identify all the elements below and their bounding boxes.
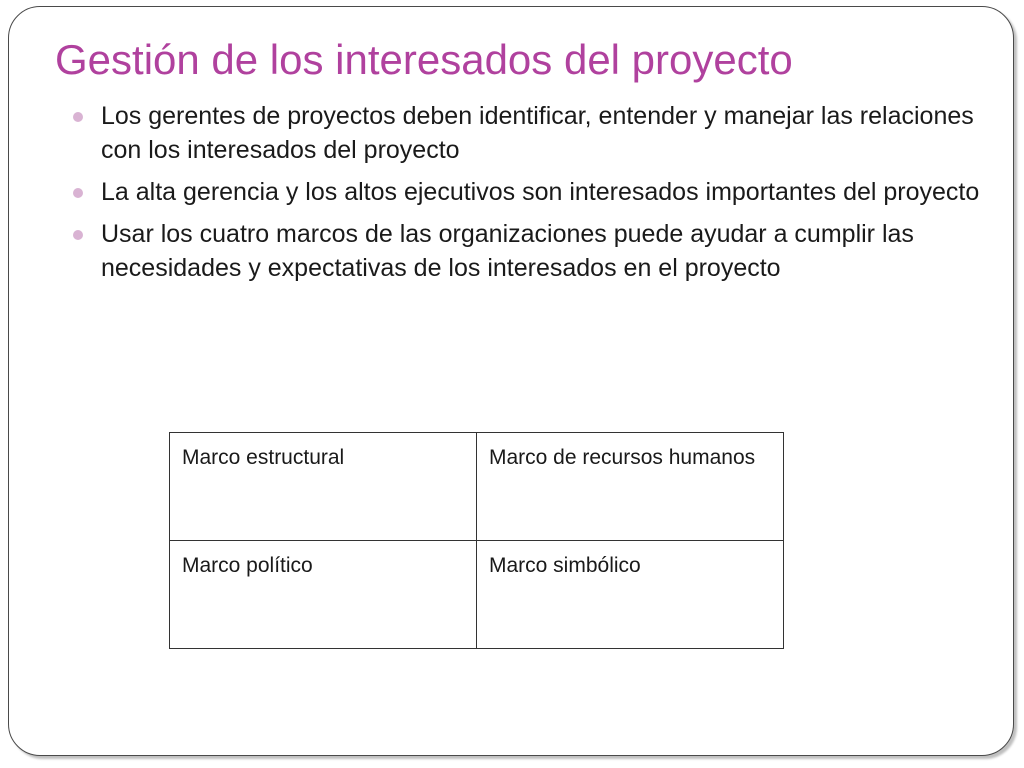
slide-title: Gestión de los interesados del proyecto xyxy=(55,36,793,83)
bullet-item xyxy=(101,175,981,209)
table-row xyxy=(170,433,784,541)
table-cell: Marco estructural xyxy=(170,433,477,541)
slide-frame xyxy=(8,6,1014,756)
bullet-list xyxy=(101,99,981,293)
table-cell: Marco simbólico xyxy=(477,541,784,649)
table-row xyxy=(170,541,784,649)
bullet-dot-icon xyxy=(73,230,83,240)
bullet-text: Usar los cuatro marcos de las organizaciones puede ayudar a cumplir las necesidades y expectativas de los interesados en el proyecto xyxy=(101,220,914,282)
table-cell: Marco de recursos humanos xyxy=(477,433,784,541)
table-cell: Marco político xyxy=(170,541,477,649)
frames-table xyxy=(169,432,784,649)
bullet-text: Los gerentes de proyectos deben identificar, entender y manejar las relaciones con los interesados del proyecto xyxy=(101,102,974,164)
bullet-item xyxy=(101,217,981,285)
bullet-dot-icon xyxy=(73,188,83,198)
bullet-item xyxy=(101,99,981,167)
bullet-text: La alta gerencia y los altos ejecutivos son interesados importantes del proyecto xyxy=(101,178,980,206)
bullet-dot-icon xyxy=(73,112,83,122)
